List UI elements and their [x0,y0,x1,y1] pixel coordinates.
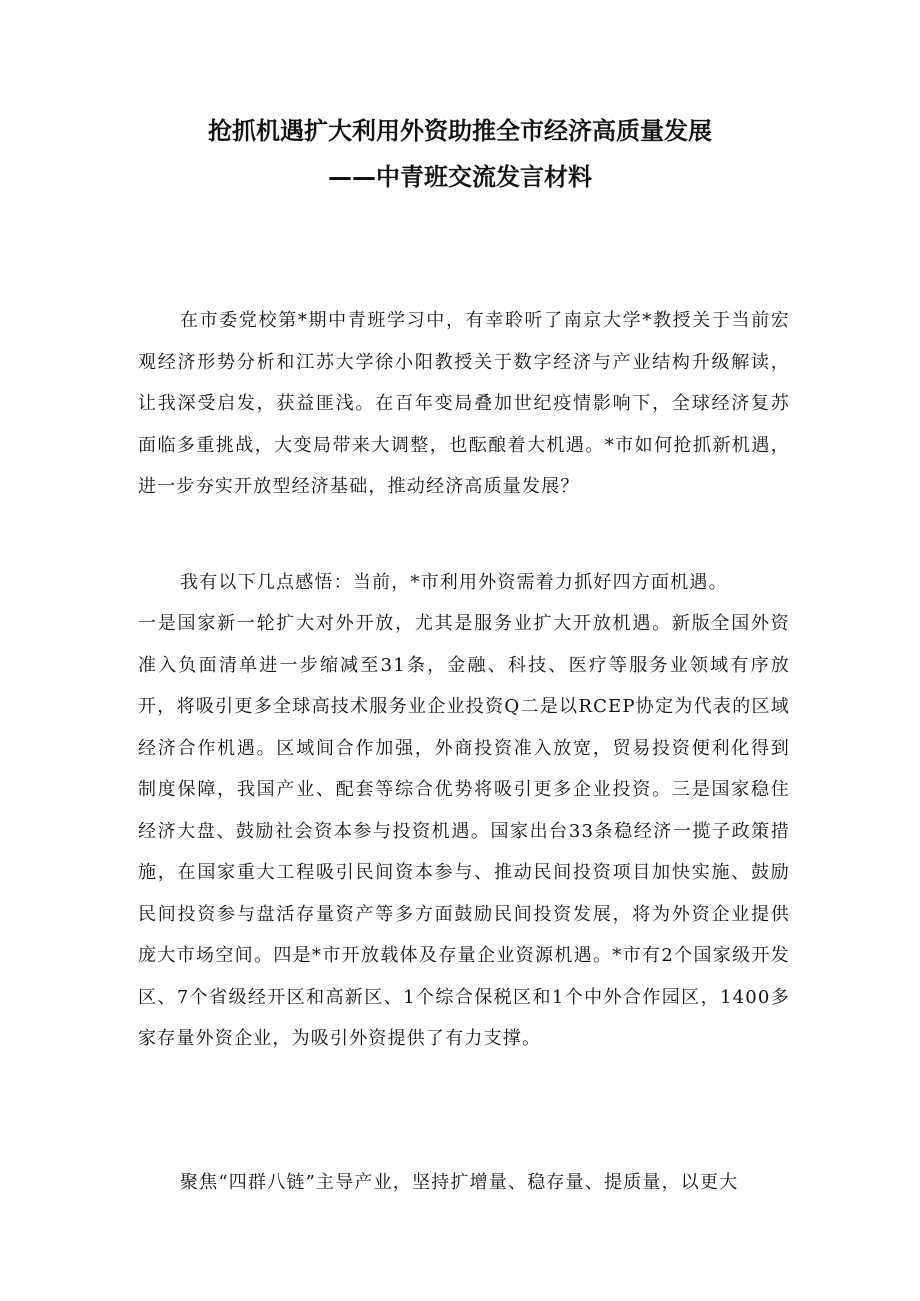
document-subtitle: ——中青班交流发言材料 [328,163,592,191]
document-title: 抢抓机遇扩大利用外资助推全市经济高质量发展 [208,117,712,145]
paragraph-four-opportunities: 一是国家新一轮扩大对外开放，尤其是服务业扩大开放机遇。新版全国外资准入负面清单进一步缩减至31条，金融、科技、医疗等服务业领域有序放开，将吸引更多全球高技术服务业企业投资Q二是以RCEP协定为代表的区域经济合作机遇。区域间合作加强，外商投资准入放宽，贸易投资便利化得到制度保障，我国产业、配套等综合优势将吸引更多企业投资。三是国家稳住经济大盘、鼓励社会资本参与投资机遇。国家出台33条稳经济一揽子政策措施，在国家重大工程吸引民间资本参与、推动民间投资项目加快实施、鼓励民间投资参与盘活存量资产等多方面鼓励民间投资发展，将为外资企业提供庞大市场空间。四是*市开放载体及存量企业资源机遇。*市有2个国家级开发区、7个省级经开区和高新区、1个综合保税区和1个中外合作园区，1400多家存量外资企业，为吸引外资提供了有力支撑。 [138,613,790,1049]
paragraph-focus-industries: 聚焦“四群八链”主导产业，坚持扩增量、稳存量、提质量，以更大 [180,1172,739,1193]
paragraph-intro: 在市委党校第*期中青班学习中，有幸聆听了南京大学*教授关于当前宏观经济形势分析和江苏大学徐小阳教授关于数字经济与产业结构升级解读，让我深受启发，获益匪浅。在百年变局叠加世纪疫情影响下，全球经济复苏面临多重挑战，大变局带来大调整，也酝酿着大机遇。*市如何抢抓新机遇，进一步夯实开放型经济基础，推动经济高质量发展？ [138,310,790,497]
paragraph-insights-lead: 我有以下几点感悟：当前，*市利用外资需着力抓好四方面机遇。 [180,572,728,593]
